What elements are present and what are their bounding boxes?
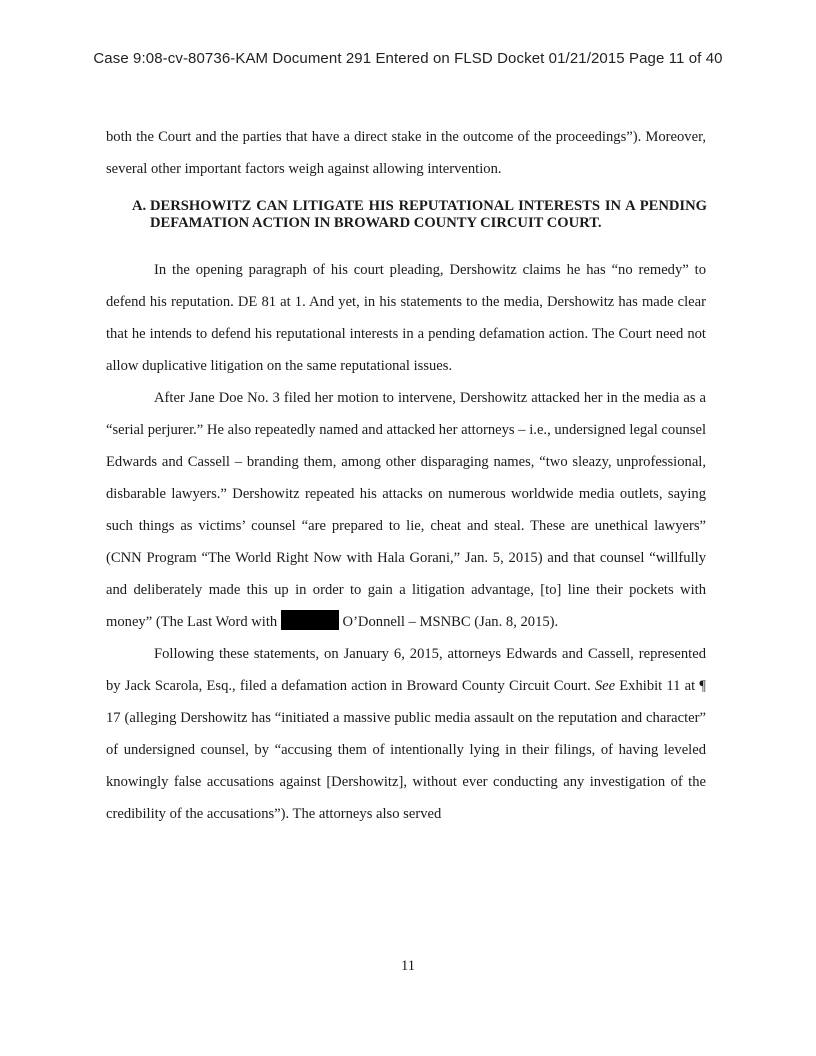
- paragraph-2-continuation: O’Donnell – MSNBC (Jan. 8, 2015).: [342, 614, 559, 630]
- main-body: [106, 254, 706, 830]
- redaction-box: [281, 610, 339, 630]
- case-header: Case 9:08-cv-80736-KAM Document 291 Entered on FLSD Docket 01/21/2015 Page 11 of 40: [93, 50, 723, 67]
- paragraph-2: [106, 382, 706, 638]
- see-signal: See: [594, 678, 616, 694]
- paragraph-1: In the opening paragraph of his court pleading, Dershowitz claims he has “no remedy” to defend his reputation. DE 81 at 1. And yet, in his statements to the media, Dershowitz has made clear that he intends to defend his reputational interests in a pending defamation action. The Court need not allow duplicative litigation on the same reputational issues.: [106, 262, 706, 374]
- intro-text: both the Court and the parties that have a direct stake in the outcome of the proceedings”). Moreover, several other important factors weigh against allowing intervention.: [106, 129, 706, 177]
- intro-paragraph: [106, 121, 706, 185]
- paragraph-3: [106, 638, 706, 830]
- paragraph-3-text-b: Exhibit 11 at ¶ 17 (alleging Dershowitz has “initiated a massive public media assault on the reputation and character” of undersigned counsel, by “accusing them of intentionally lying in their filings, of having leveled knowingly false accusations against [Dershowitz], without ever conducting any investigation of the credibility of the accusations”). The attorneys also served: [106, 678, 706, 822]
- section-title: DERSHOWITZ CAN LITIGATE HIS REPUTATIONAL INTERESTS IN A PENDING DEFAMATION ACTION IN BROWARD COUNTY CIRCUIT COURT.: [150, 198, 707, 231]
- paragraph-3-text-a: Following these statements, on January 6, 2015, attorneys Edwards and Cassell, represented by Jack Scarola, Esq., filed a defamation action in Broward County Circuit Court.: [106, 646, 706, 694]
- page-number: 11: [400, 958, 416, 974]
- paragraph-2-text: After Jane Doe No. 3 filed her motion to intervene, Dershowitz attacked her in the media as a “serial perjurer.” He also repeatedly named and attacked her attorneys – i.e., undersigned legal counsel Edwards and Cassell – branding them, among other disparaging names, “two sleazy, unprofessional, disbarable lawyers.” Dershowitz repeated his attacks on numerous worldwide media outlets, saying such things as victims’ counsel “are prepared to lie, cheat and steal. These are unethical lawyers” (CNN Program “The World Right Now with Hala Gorani,” Jan. 5, 2015) and that counsel “willfully and deliberately made this up in order to gain a litigation advantage, [to] line their pockets with money” (The Last Word with: [106, 390, 706, 630]
- section-letter: A.: [132, 198, 147, 214]
- section-heading: [132, 198, 707, 232]
